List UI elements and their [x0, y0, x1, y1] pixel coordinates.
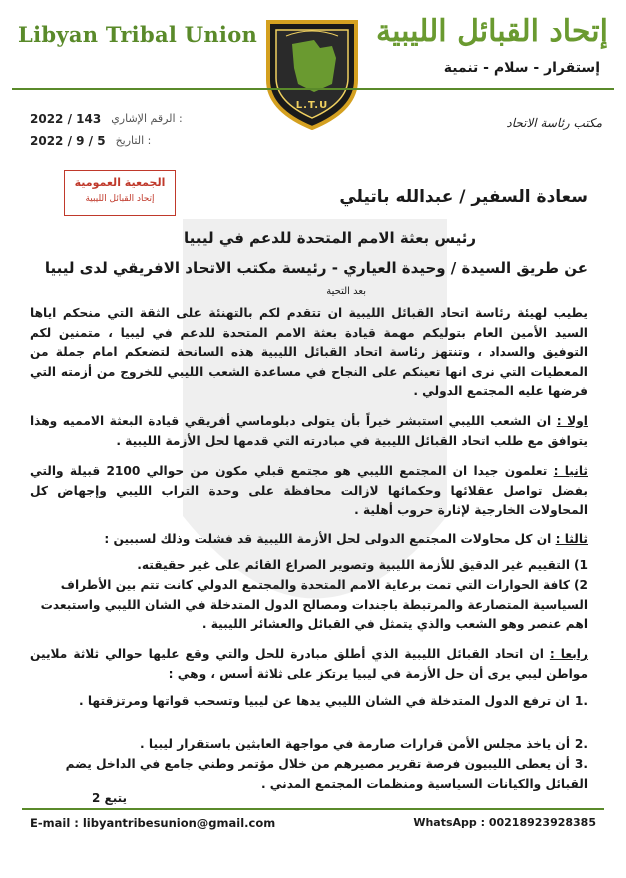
brand-slogan: إستقرار - سلام - تنمية [443, 60, 600, 76]
footer-whatsapp: WhatsApp : 00218923928385 [413, 816, 596, 829]
footer-email: E-mail : libyantribesunion@gmail.com [30, 816, 276, 830]
point-second [30, 462, 588, 521]
fourth-list-item-2-text: أن ياخذ مجلس الأمن قرارات صارمة في مواجهة العابثين باستقرار ليبيا . [140, 737, 570, 751]
recipient-name: سعادة السفير / عبدالله باتيلي [339, 187, 588, 207]
office-name: مكتب رئاسة الاتحاد [506, 116, 602, 130]
reference-number-value: 2022 / 143 [30, 112, 102, 126]
third-list-item-1: 1)التقييم غير الدقيق للأزمة الليبية وتصوير الصراع القائم على غير حقيقته. [137, 558, 588, 572]
stamp-line-2: إتحاد القبائل الليبية [85, 194, 155, 204]
recipient-title: رئيس بعثة الامم المتحدة للدعم في ليبيا [184, 229, 476, 247]
third-list-item-2: 2)كافة الحوارات التي تمت برعاية الامم المتحدة والمجتمع الدولي كانت تتم بين الأطراف السياسية المتصارعة والمرتبطة باجندات ومصالح الدول المتدخلة في الشان الليبي واستبعدت اهم عنصر وهو الشعب والذي يتمثل في القبائل والعشائر الليبية . [40, 578, 588, 631]
date-label: التاريخ : [115, 134, 152, 147]
point-third-label: ثالثا : [555, 532, 588, 546]
third-list-item-1-text: التقييم غير الدقيق للأزمة الليبية وتصوير الصراع القائم على غير حقيقته. [137, 558, 570, 572]
page-continuation-note: يتبع 2 [92, 791, 128, 805]
brand-name-arabic: إتحاد القبائل الليبية [375, 14, 608, 49]
reference-number-row [30, 112, 183, 126]
intro-paragraph: يطيب لهيئة رئاسة اتحاد القبائل الليبية ان تتقدم لكم بالتهنئة على الثقة التي منحكم اياها السيد الأمين العام بتوليكم مهمة قيادة بعثة الامم المتحدة للدعم في ليبيا ، متمنين لكم التوفيق والسداد ، وتنتهز رئاسة اتحاد القبائل الليبية هذه السانحة لتضعكم امام جملة من المعطيات التي نرى انها تعينكم على النجاح في مساعدة الشعب الليبي للخروج من أزمته التي فرضها عليه المجتمع الدولي . [30, 306, 588, 398]
point-fourth [30, 645, 588, 684]
date-row [30, 134, 151, 148]
point-first [30, 412, 588, 451]
letter-via: عن طريق السيدة / وحيدة العياري - رئيسة مكتب الاتحاد الافريقي لدى ليبيا [44, 259, 588, 277]
brand-name-english: Libyan Tribal Union [18, 22, 258, 47]
point-fourth-label: رابعا : [549, 647, 589, 661]
fourth-list-item-3: .3أن يعطى الليبيون فرصة تقرير مصيرهم من خلال مؤتمر وطني جامع في الداخل يضم القبائل والكيانات السياسية ومنظمات المجتمع المدني . [65, 757, 588, 791]
greeting: بعد التحية [326, 286, 366, 297]
footer-divider [22, 808, 604, 810]
point-second-text: تعلمون جيدا ان المجتمع الليبي هو مجتمع قبلي مكون من حوالي 2100 قبيلة والتي بفضل تواصل عقلائها وحكمائها لازالت محافظة على وحدة التراب الليبي وإجهاض كل المحاولات الخارجية لإثارة حروب أهلية . [30, 464, 588, 517]
stamp-line-1: الجمعية العمومية [74, 176, 166, 189]
point-third-text: ان كل محاولات المجتمع الدولى لحل الأزمة الليبية قد فشلت وذلك لسببين : [104, 532, 556, 546]
union-emblem-icon [262, 18, 362, 130]
emblem-label: L.T.U [295, 100, 329, 111]
point-first-text: ان الشعب الليبي استبشر خيراً بأن يتولى دبلوماسي أفريقي قيادة البعثة الامميه وهذا يتوافق مع طلب اتحاد القبائل الليبية في مبادرته التي قدمها لحل الأزمة الليبية . [30, 414, 588, 448]
point-first-label: اولا : [556, 414, 588, 428]
fourth-list-item-1-text: ان ترفع الدول المتدخلة في الشان الليبي يدها عن ليبيا وتسحب قواتها ومرتزقتها . [78, 694, 570, 708]
reference-number-label: الرقم الإشاري : [111, 112, 183, 125]
fourth-list-item-2: .2أن ياخذ مجلس الأمن قرارات صارمة في مواجهة العابثين باستقرار ليبيا . [140, 737, 588, 751]
date-value: 2022 / 9 / 5 [30, 134, 106, 148]
general-assembly-stamp [64, 170, 176, 216]
fourth-list-item-1: .1ان ترفع الدول المتدخلة في الشان الليبي يدها عن ليبيا وتسحب قواتها ومرتزقتها . [78, 694, 588, 708]
third-list-item-2-text: كافة الحوارات التي تمت برعاية الامم المتحدة والمجتمع الدولي كانت تتم بين الأطراف السياسية المتصارعة والمرتبطة باجندات ومصالح الدول المتدخلة في الشان الليبي واستبعدت اهم عنصر وهو الشعب والذي يتمثل في القبائل والعشائر الليبية . [40, 578, 588, 631]
fourth-list-item-3-text: أن يعطى الليبيون فرصة تقرير مصيرهم من خلال مؤتمر وطني جامع في الداخل يضم القبائل والكيانات السياسية ومنظمات المجتمع المدني . [65, 757, 588, 791]
header-divider [12, 88, 614, 90]
point-fourth-text: ان اتحاد القبائل الليبية الذي أطلق مبادرة للحل والتي وقع عليها حوالي ثلاثة ملايين مواطن ليبي يرى أن حل الأزمة في ليبيا يرتكز على ثلاثة أسس ، وهي : [30, 647, 588, 681]
point-second-label: ثانيا : [553, 464, 588, 478]
point-third [30, 530, 588, 550]
